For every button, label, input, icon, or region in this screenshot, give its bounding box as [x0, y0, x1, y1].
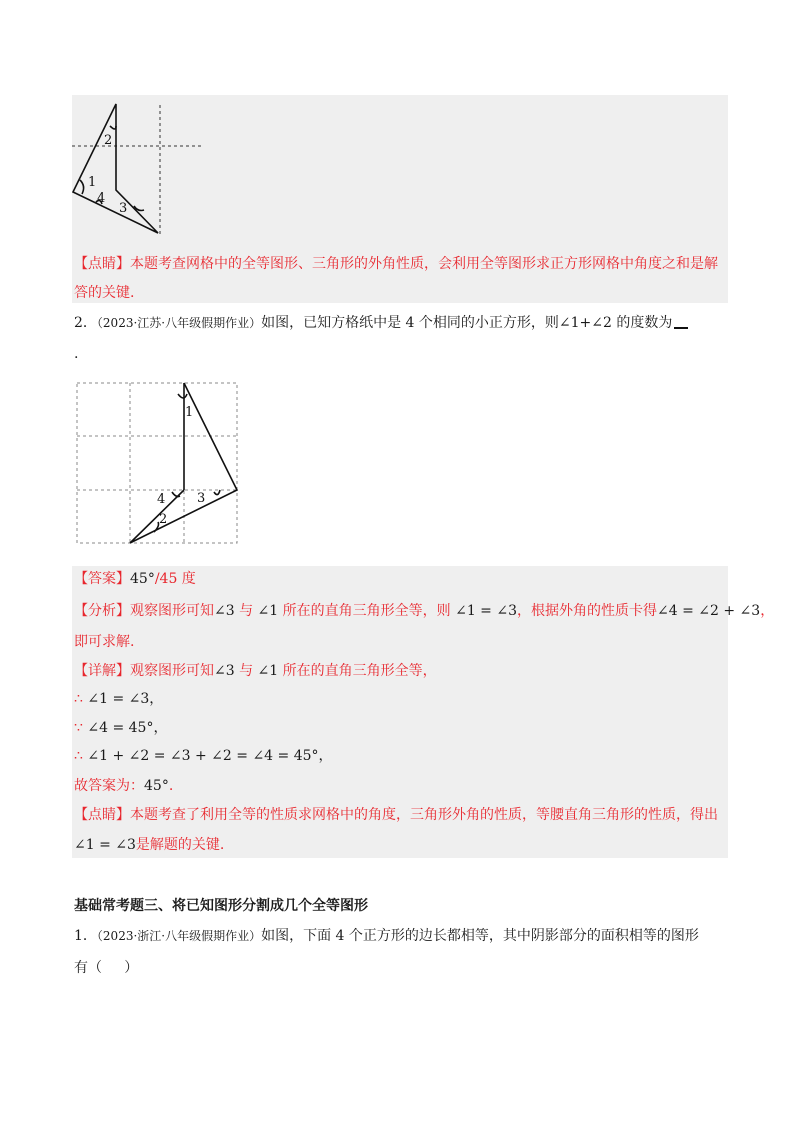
- fig2-label-2: 2: [159, 512, 168, 527]
- question-text: 如图，下面 4 个正方形的边长都相等，其中阴影部分的面积相等的图形: [261, 928, 699, 944]
- answer-alt: /45 度: [154, 571, 196, 587]
- answer-line: [74, 569, 196, 589]
- comment-text: 本题考查了利用全等的性质求网格中的角度，三角形外角的性质，等腰直角三角形的性质，得出: [130, 807, 718, 823]
- fig1-label-4: 4: [97, 191, 106, 206]
- detail-tag: 【详解】: [74, 663, 130, 679]
- therefore-symbol: ∴: [74, 748, 83, 764]
- answer-blank: [674, 313, 688, 329]
- analysis-g: ，根据外角的性质卡得: [517, 603, 657, 619]
- question-text: 如图，已知方格纸中是 4 个相同的小正方形，则∠1+∠2 的度数为: [261, 315, 673, 331]
- final-value: 45°: [144, 778, 169, 794]
- comment-text: 本题考查网格中的全等图形、三角形的外角性质，会利用全等图形求正方形网格中角度之和是解: [130, 256, 718, 272]
- comment-2-line1: [74, 805, 718, 825]
- analysis-angle3: ∠3: [214, 603, 235, 619]
- detail-step2: [74, 718, 167, 738]
- detail-line1: [74, 661, 437, 681]
- final-answer: [74, 776, 173, 796]
- comment-tag: 【点睛】: [74, 807, 130, 823]
- question-source: （2023·江苏·八年级假期作业）: [96, 316, 262, 330]
- analysis-a: 观察图形可知: [130, 603, 214, 619]
- detail-step3: [74, 746, 333, 766]
- comment-1-line2: 答的关键.: [74, 285, 135, 301]
- question-source: （2023·浙江·八年级假期作业）: [96, 929, 262, 943]
- analysis-i: ，: [760, 603, 775, 619]
- section-question-line2: 有（ ）: [74, 960, 139, 976]
- final-prefix: 故答案为：: [74, 778, 144, 794]
- comment-2-line2: [74, 835, 224, 855]
- comment-tag: 【点睛】: [74, 256, 130, 272]
- analysis-e: 所在的直角三角形全等，则: [278, 603, 456, 619]
- comment-eq: ∠1 = ∠3: [74, 837, 136, 853]
- final-suffix: .: [168, 778, 174, 794]
- answer-value: 45°: [130, 571, 155, 587]
- fig2-label-3: 3: [197, 491, 206, 506]
- detail-c: 与: [234, 663, 258, 679]
- fig1-label-1: 1: [88, 175, 97, 190]
- analysis-c: 与: [234, 603, 258, 619]
- analysis-angle1: ∠1: [257, 603, 279, 619]
- comment-1-line1: [74, 254, 718, 274]
- question-number: 2．: [74, 315, 97, 331]
- detail-a: 观察图形可知: [130, 663, 214, 679]
- step3-eq: ∠1 + ∠2 = ∠3 + ∠2 = ∠4 = 45°，: [82, 748, 333, 764]
- question-2-line1: [74, 313, 688, 333]
- question-number: 1．: [74, 928, 97, 944]
- fig1-label-3: 3: [119, 201, 128, 216]
- answer-tag: 【答案】: [74, 571, 130, 587]
- detail-e: 所在的直角三角形全等，: [278, 663, 437, 679]
- question-2-trail: .: [74, 346, 79, 362]
- detail-angle3: ∠3: [214, 663, 235, 679]
- comment-text-2: 是解题的关键.: [135, 837, 225, 853]
- figure-1: [70, 100, 210, 240]
- analysis-eq1: ∠1 = ∠3: [455, 603, 517, 619]
- section-question-line1: [74, 926, 699, 946]
- analysis-line1: [74, 601, 774, 621]
- figure-2: [74, 380, 242, 546]
- analysis-line2: 即可求解.: [74, 634, 135, 650]
- step1-eq: ∠1 = ∠3，: [82, 691, 164, 707]
- therefore-symbol: ∴: [74, 691, 83, 707]
- section-heading: 基础常考题三、将已知图形分割成几个全等图形: [74, 898, 368, 914]
- detail-step1: [74, 689, 163, 709]
- analysis-eq2: ∠4 = ∠2 + ∠3: [657, 603, 761, 619]
- fig2-label-1: 1: [185, 405, 194, 420]
- fig2-label-4: 4: [157, 492, 166, 507]
- because-symbol: ∵: [74, 720, 83, 736]
- detail-angle1: ∠1: [257, 663, 279, 679]
- fig1-label-2: 2: [104, 133, 113, 148]
- step2-eq: ∠4 = 45°，: [82, 720, 168, 736]
- analysis-tag: 【分析】: [74, 603, 130, 619]
